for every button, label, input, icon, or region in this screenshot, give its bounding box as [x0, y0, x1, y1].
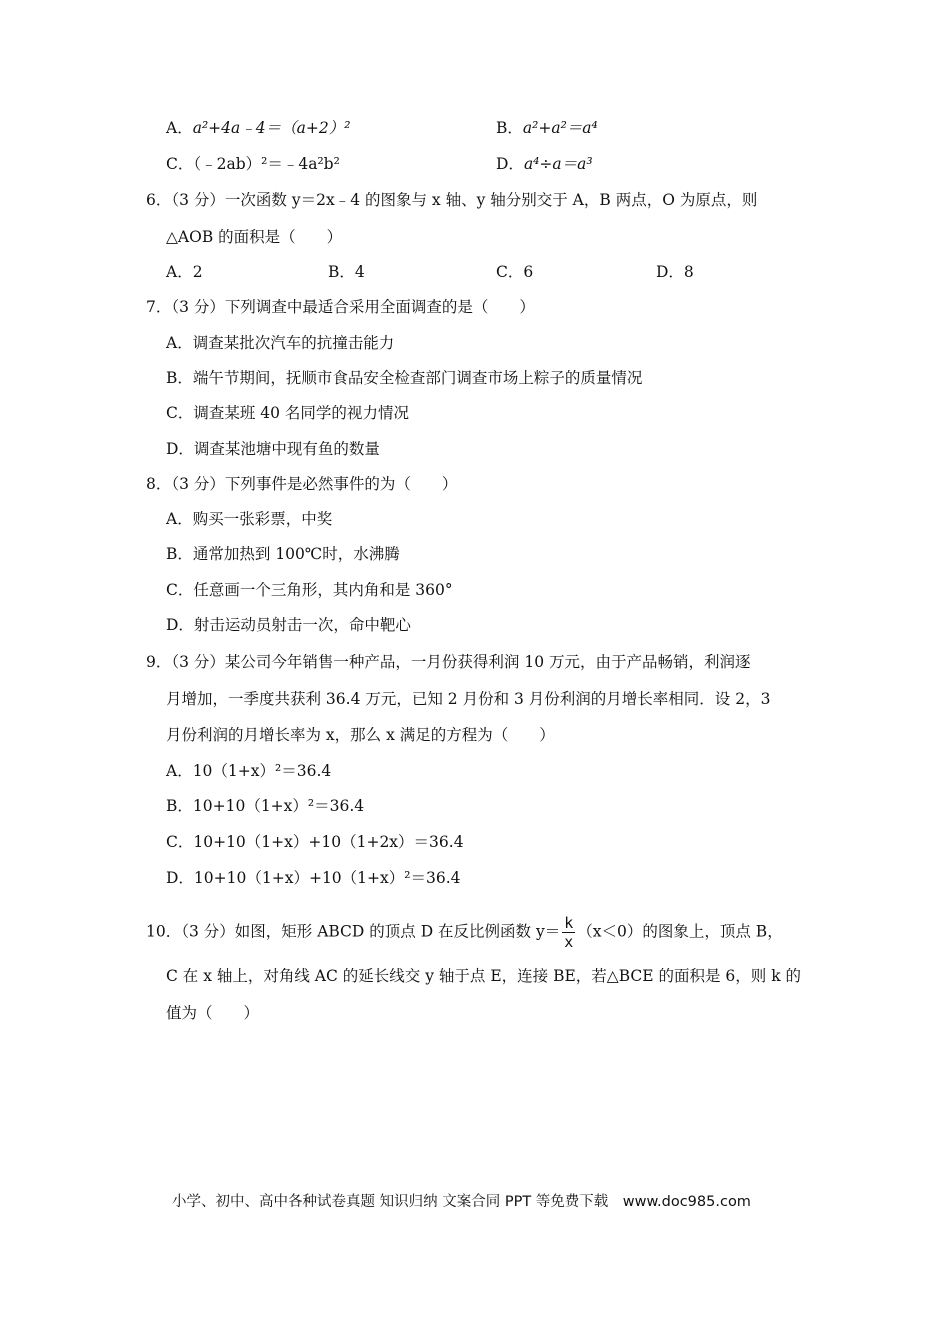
q9-option-a: A．10（1+x）²＝36.4	[166, 762, 332, 780]
q5-option-d	[496, 154, 593, 174]
q6-option-a: A．2	[166, 263, 203, 281]
q8-option-b: B．通常加热到 100℃时，水沸腾	[166, 545, 400, 563]
q8-stem: 8．（3 分）下列事件是必然事件的为（ ）	[146, 475, 458, 493]
q5-option-d-label: D．	[496, 155, 524, 173]
q6-stem-line2: △AOB 的面积是（ ）	[166, 228, 343, 246]
q8-option-c: C．任意画一个三角形，其内角和是 360°	[166, 581, 453, 599]
q5-option-b-text: a²+a²＝a⁴	[522, 119, 598, 137]
q6-option-b: B．4	[328, 263, 365, 281]
q5-option-c-label: C．	[166, 155, 194, 173]
q5-option-a	[166, 118, 350, 138]
q10-stem-line3: 值为（ ）	[166, 1004, 260, 1022]
q5-option-d-text: a⁴÷a＝a³	[523, 155, 593, 173]
q7-option-d: D．调查某池塘中现有鱼的数量	[166, 440, 380, 458]
q5-option-b-label: B．	[496, 119, 523, 137]
q10-stem-line1	[146, 914, 783, 951]
q5-option-b	[496, 118, 598, 138]
q6-stem-line1: 6．（3 分）一次函数 y＝2x﹣4 的图象与 x 轴、y 轴分别交于 A，B 两点，O 为原点，则	[146, 191, 758, 209]
q7-stem: 7．（3 分）下列调查中最适合采用全面调查的是（ ）	[146, 298, 535, 316]
q8-option-a: A．购买一张彩票，中奖	[166, 510, 333, 528]
q7-option-b: B．端午节期间，抚顺市食品安全检查部门调查市场上粽子的质量情况	[166, 369, 643, 387]
page-footer: 小学、初中、高中各种试卷真题 知识归纳 文案合同 PPT 等免费下载 www.doc985.com	[172, 1194, 751, 1210]
q9-option-c: C．10+10（1+x）+10（1+2x）＝36.4	[166, 833, 464, 851]
q5-option-c	[166, 154, 340, 174]
q5-option-a-label: A．	[166, 119, 193, 137]
q5-option-a-text: a²+4a﹣4＝（a+2）²	[192, 119, 351, 137]
q9-stem-line1: 9．（3 分）某公司今年销售一种产品，一月份获得利润 10 万元，由于产品畅销，利润逐	[146, 653, 751, 671]
q10-stem-line1-pre: 10．（3 分）如图，矩形 ABCD 的顶点 D 在反比例函数 y＝	[146, 922, 561, 941]
q9-option-b: B．10+10（1+x）²＝36.4	[166, 797, 365, 815]
q10-fraction-numerator: k	[564, 914, 574, 932]
q10-stem-line1-post: （x＜0）的图象上，顶点 B，	[577, 922, 783, 941]
q9-option-d: D．10+10（1+x）+10（1+x）²＝36.4	[166, 869, 461, 887]
q9-stem-line2: 月增加，一季度共获利 36.4 万元，已知 2 月份和 3 月份利润的月增长率相同．设 2，3	[166, 690, 771, 708]
q7-option-a: A．调查某批次汽车的抗撞击能力	[166, 334, 395, 352]
q10-fraction-denominator: x	[564, 933, 574, 951]
q10-fraction	[562, 914, 575, 951]
q7-option-c: C．调查某班 40 名同学的视力情况	[166, 404, 409, 422]
q10-stem-line2: C 在 x 轴上，对角线 AC 的延长线交 y 轴于点 E，连接 BE，若△BCE 的面积是 6，则 k 的	[166, 967, 802, 985]
q9-stem-line3: 月份利润的月增长率为 x，那么 x 满足的方程为（ ）	[166, 726, 555, 744]
q8-option-d: D．射击运动员射击一次，命中靶心	[166, 616, 411, 634]
q5-option-c-text: （﹣2ab）²＝﹣4a²b²	[193, 155, 340, 173]
q6-option-c: C．6	[496, 263, 534, 281]
q6-option-d: D．8	[656, 263, 694, 281]
